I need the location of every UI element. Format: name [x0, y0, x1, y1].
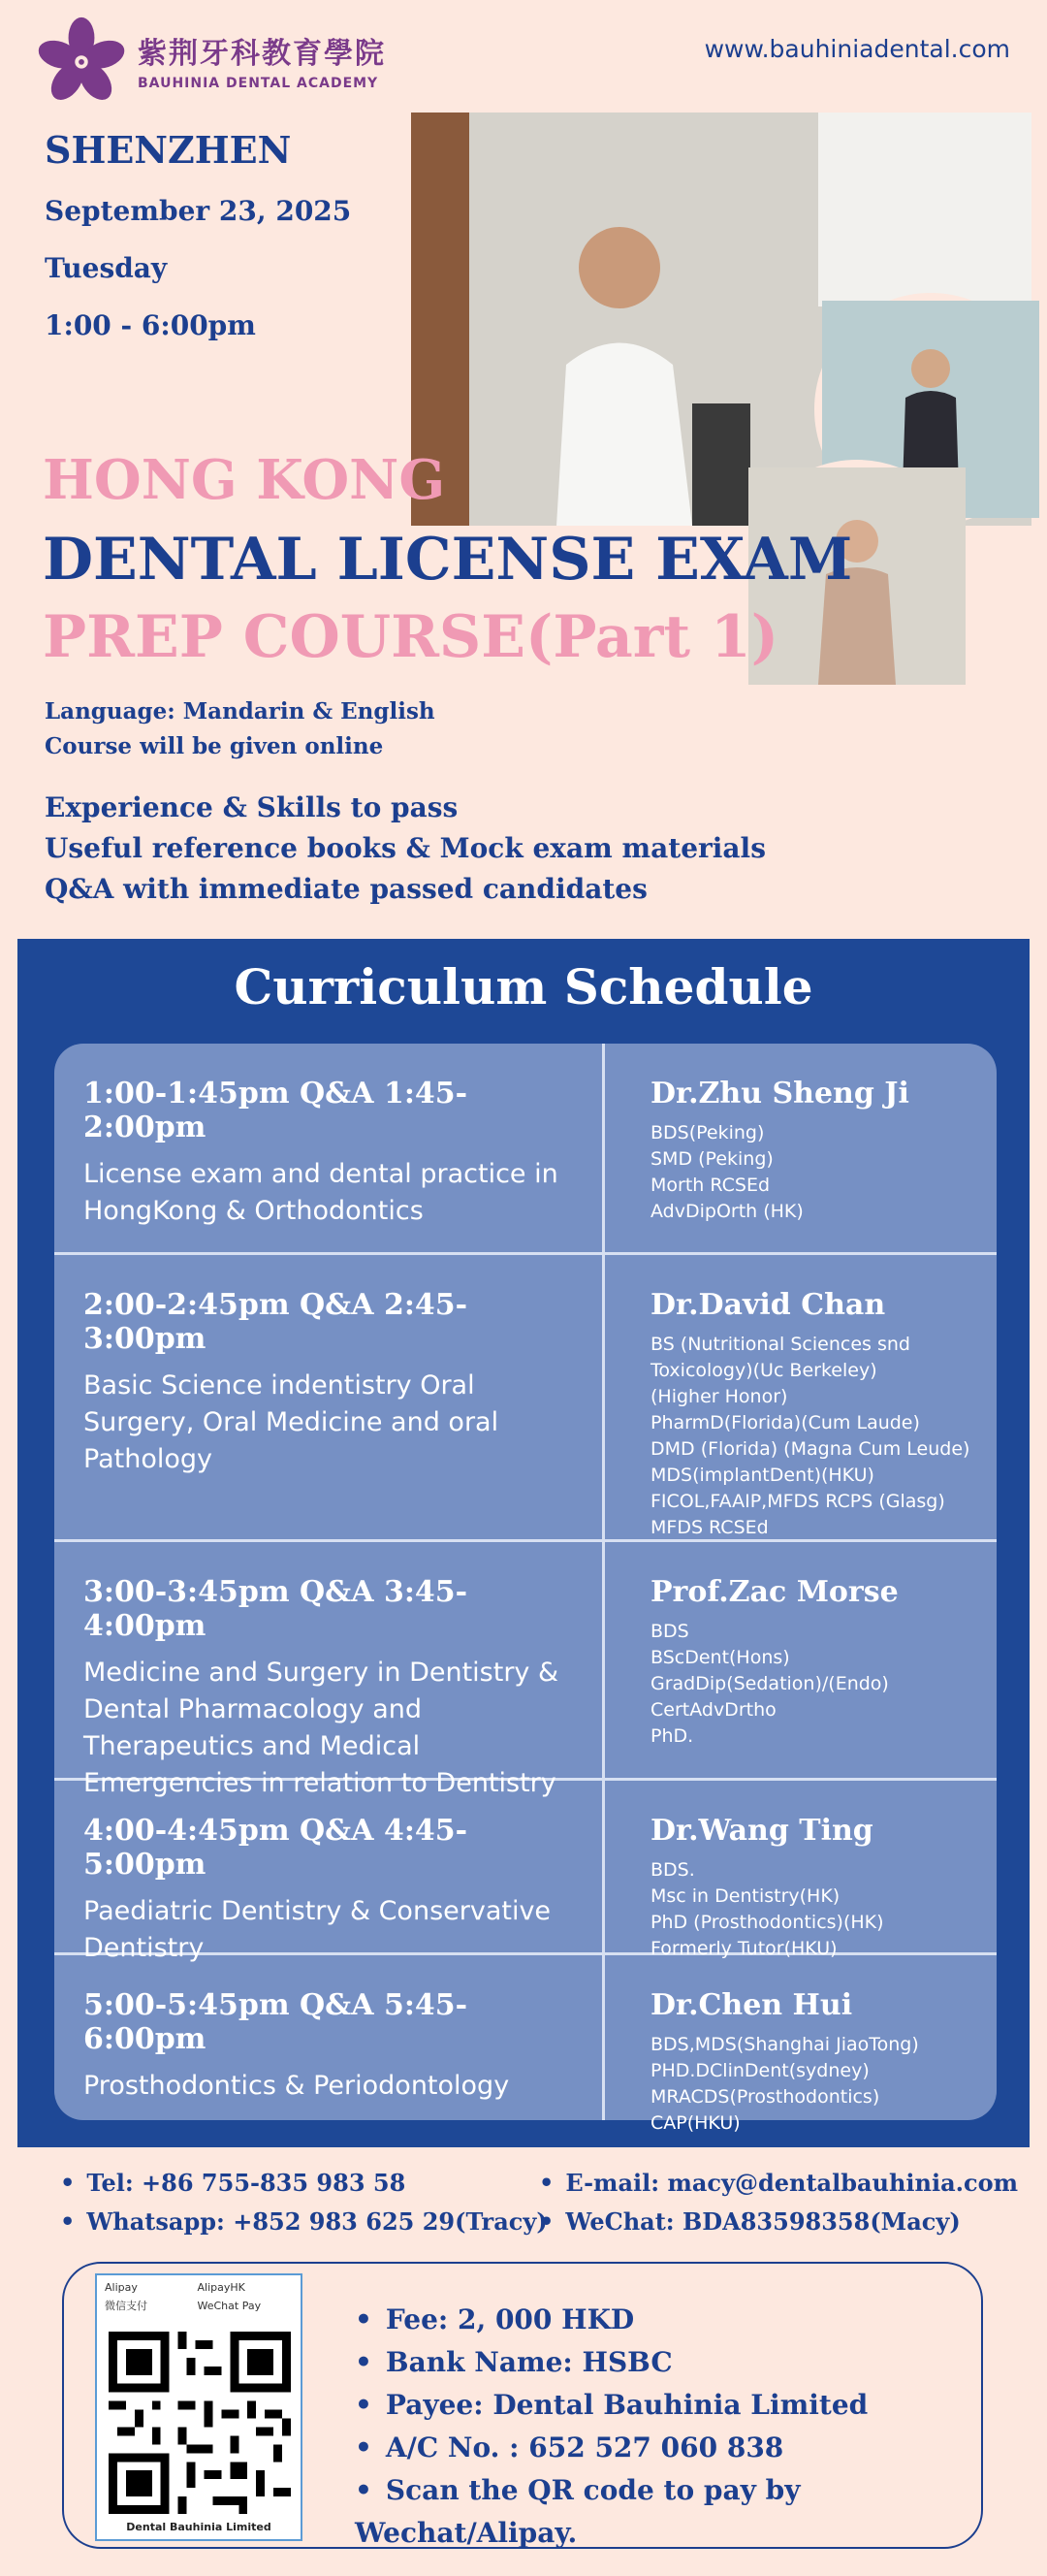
logo-english-name: BAUHINIA DENTAL ACADEMY — [138, 76, 379, 91]
qualification: CertAdvDrtho — [650, 1699, 777, 1721]
speaker-cell — [608, 1955, 997, 2134]
bauhinia-flower-icon — [35, 14, 128, 107]
table-row — [54, 1542, 997, 1798]
contact-wechat[interactable]: • WeChat: BDA83598358(Macy) — [539, 2207, 961, 2236]
session-topic: License exam and dental practice in HongKong & Orthodontics — [83, 1159, 558, 1226]
qr-code-icon[interactable] — [109, 2332, 291, 2514]
wechat-pay-logo: WeChat Pay — [197, 2300, 262, 2312]
highlight-item: Q&A with immediate passed candidates — [45, 873, 648, 905]
speaker-qualifications — [650, 1857, 987, 1962]
qualification: PharmD(Florida)(Cum Laude) — [650, 1412, 920, 1433]
logo-chinese-name: 紫荆牙科教育學院 — [138, 37, 386, 71]
fee-amount: • Fee: 2, 000 HKD — [355, 2299, 981, 2341]
qualification: MRACDS(Prosthodontics) — [650, 2086, 880, 2108]
qualification: MDS(implantDent)(HKU) — [650, 1465, 874, 1486]
qualification: Morth RCSEd — [650, 1175, 771, 1196]
payment-details — [355, 2299, 981, 2555]
alipayhk-logo: AlipayHK — [197, 2281, 245, 2294]
qualification: BDS,MDS(Shanghai JiaoTong) — [650, 2034, 919, 2055]
event-time: 1:00 - 6:00pm — [45, 309, 256, 341]
speaker-name: Dr.Wang Ting — [650, 1814, 873, 1848]
bank-name: • Bank Name: HSBC — [355, 2341, 981, 2384]
session-topic: Prosthodontics & Periodontology — [83, 2071, 510, 2101]
session-topic: Medicine and Surgery in Dentistry & Dental Pharmacology and Therapeutics and Medical Emergencies in relation to Dentistry — [83, 1658, 559, 1798]
qualification: BDS — [650, 1621, 689, 1642]
course-mode: Course will be given online — [45, 733, 384, 759]
speaker-qualifications — [650, 2032, 987, 2137]
speaker-cell — [608, 1542, 997, 1778]
qr-caption: Dental Bauhinia Limited — [126, 2521, 271, 2533]
qualification: Formerly Tutor(HKU) — [650, 1938, 838, 1959]
qualification: DMD (Florida) (Magna Cum Leude) — [650, 1438, 970, 1460]
speaker-cell — [608, 1044, 997, 1252]
schedule-title: Curriculum Schedule — [234, 958, 813, 1015]
speaker-name: Dr.David Chan — [650, 1288, 886, 1322]
highlight-item: Useful reference books & Mock exam materials — [45, 832, 766, 864]
qualification: GradDip(Sedation)/(Endo) — [650, 1673, 889, 1694]
speaker-cell — [608, 1255, 997, 1539]
contact-tel[interactable]: • Tel: +86 755-835 983 58 — [60, 2169, 405, 2197]
course-language: Language: Mandarin & English — [45, 698, 435, 724]
qualification: BScDent(Hons) — [650, 1647, 790, 1668]
course-info — [45, 694, 435, 764]
event-info — [45, 128, 351, 367]
speaker-qualifications — [650, 1120, 987, 1225]
event-city: SHENZHEN — [45, 128, 292, 172]
session-cell — [54, 1255, 605, 1539]
speaker-qualifications — [650, 1619, 987, 1750]
session-cell — [54, 1955, 605, 2120]
contact-email[interactable]: • E-mail: macy@dentalbauhinia.com — [539, 2169, 1018, 2197]
alipay-logo: Alipay — [105, 2281, 138, 2294]
speaker-name: Dr.Zhu Sheng Ji — [650, 1077, 909, 1111]
header — [0, 0, 1047, 116]
session-topic: Paediatric Dentistry & Conservative Dentistry — [83, 1896, 552, 1963]
qualification: Msc in Dentistry(HK) — [650, 1885, 841, 1907]
highlights-list — [45, 788, 766, 910]
qualification: AdvDipOrth (HK) — [650, 1201, 804, 1222]
qualification: PhD. — [650, 1725, 694, 1747]
schedule-table — [54, 1044, 997, 2134]
qualification: Toxicology)(Uc Berkeley) — [650, 1360, 877, 1381]
curriculum-schedule — [17, 939, 1030, 2147]
logo-text — [138, 29, 386, 91]
qualification: BS (Nutritional Sciences snd — [650, 1334, 910, 1355]
table-row — [54, 1255, 997, 1542]
wechat-pay-cn-logo: 微信支付 — [105, 2300, 147, 2312]
qualification: PHD.DClinDent(sydney) — [650, 2060, 870, 2081]
website-link[interactable]: www.bauhiniadental.com — [704, 35, 1010, 63]
qualification: SMD (Peking) — [650, 1148, 774, 1170]
contact-whatsapp[interactable]: • Whatsapp: +852 983 625 29(Tracy) — [60, 2207, 548, 2236]
title-prep-course: PREP COURSE(Part 1) — [43, 603, 779, 671]
speaker-cell — [608, 1781, 997, 1959]
qualification: CAP(HKU) — [650, 2112, 741, 2134]
title-dental-license-exam: DENTAL LICENSE EXAM — [43, 526, 853, 594]
session-time: 4:00-4:45pm Q&A 4:45-5:00pm — [83, 1814, 468, 1882]
qualification: PhD (Prosthodontics)(HK) — [650, 1912, 884, 1933]
session-time: 3:00-3:45pm Q&A 3:45-4:00pm — [83, 1575, 468, 1643]
session-cell — [54, 1044, 605, 1252]
qr-card[interactable] — [95, 2273, 302, 2541]
session-cell — [54, 1781, 605, 1963]
speaker-name: Dr.Chen Hui — [650, 1988, 853, 2022]
table-row — [54, 1955, 997, 2134]
table-row — [54, 1044, 997, 1255]
event-date: September 23, 2025 — [45, 195, 352, 227]
qualification: (Higher Honor) — [650, 1386, 788, 1407]
qualification: MFDS RCSEd — [650, 1517, 769, 1538]
qualification: FICOL,FAAIP,MFDS RCPS (Glasg) — [650, 1491, 945, 1512]
speaker-name: Prof.Zac Morse — [650, 1575, 899, 1609]
highlight-item: Experience & Skills to pass — [45, 791, 459, 823]
session-time: 1:00-1:45pm Q&A 1:45-2:00pm — [83, 1077, 468, 1144]
qualification: BDS. — [650, 1859, 695, 1881]
academy-logo[interactable] — [35, 14, 386, 107]
event-day: Tuesday — [45, 252, 168, 284]
payee-name: • Payee: Dental Bauhinia Limited — [355, 2384, 981, 2427]
account-number: • A/C No. : 652 527 060 838 — [355, 2427, 981, 2469]
speaker-qualifications — [650, 1332, 987, 1541]
session-cell — [54, 1542, 605, 1798]
payment-instruction: • Scan the QR code to pay by Wechat/Alipay. — [355, 2469, 981, 2555]
qualification: BDS(Peking) — [650, 1122, 765, 1143]
table-row — [54, 1781, 997, 1963]
session-time: 5:00-5:45pm Q&A 5:45-6:00pm — [83, 1988, 468, 2056]
title-hong-kong: HONG KONG — [43, 448, 446, 512]
payment-box — [62, 2262, 983, 2549]
payment-logos — [105, 2281, 295, 2317]
session-time: 2:00-2:45pm Q&A 2:45-3:00pm — [83, 1288, 468, 1356]
session-topic: Basic Science indentistry Oral Surgery, Oral Medicine and oral Pathology — [83, 1370, 499, 1474]
